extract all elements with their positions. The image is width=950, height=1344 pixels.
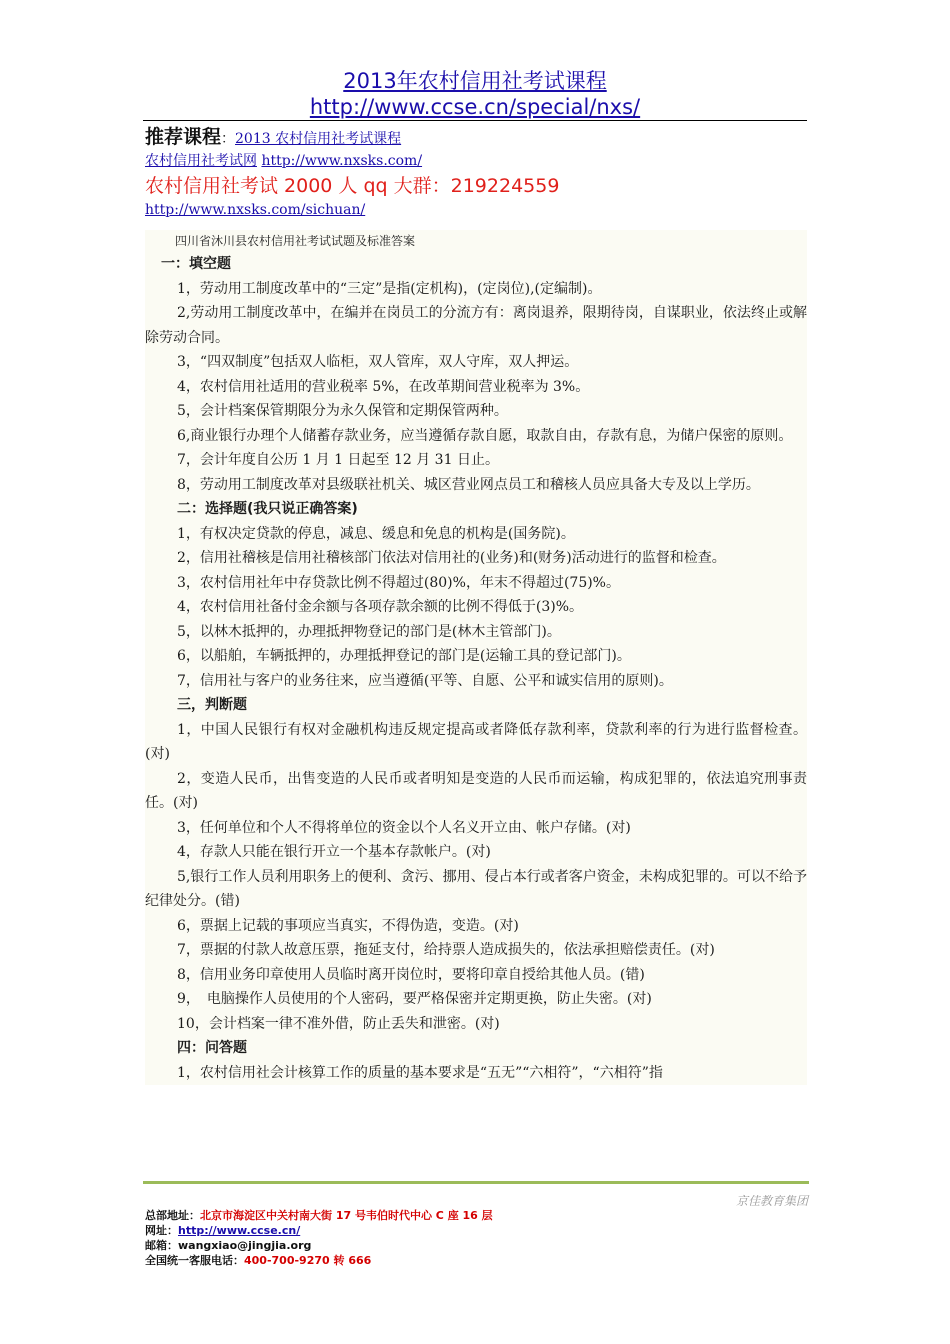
- section-heading-qa: 四：问答题: [177, 1040, 247, 1056]
- footer-divider: [143, 1181, 809, 1184]
- paragraph: 8，劳动用工制度改革对县级联社机关、城区营业网点员工和稽核人员应具备大专及以上学历。: [177, 476, 760, 493]
- paragraph: 5，会计档案保管期限分为永久保管和定期保管两种。: [177, 403, 508, 419]
- header-url-link[interactable]: http://www.ccse.cn/special/nxs/: [309, 95, 641, 119]
- paragraph: 10，会计档案一律不准外借，防止丢失和泄密。(对): [177, 1015, 500, 1032]
- promo-block: [145, 126, 805, 220]
- document-body: [145, 230, 807, 1085]
- paragraph: 5，以林木抵押的，办理抵押物登记的部门是(林木主管部门)。: [177, 623, 561, 640]
- header-divider: [143, 120, 807, 121]
- paragraph: 1，农村信用社会计核算工作的质量的基本要求是“五无”“六相符”，“六相符”指: [177, 1064, 663, 1081]
- footer-phone: 全国统一客服电话：400-700-9270 转 666: [145, 1254, 372, 1267]
- section-heading-judgement: 三，判断题: [177, 697, 247, 713]
- paragraph: 7，会计年度自公历 1 月 1 日起至 12 月 31 日止。: [177, 452, 499, 468]
- sichuan-url-link[interactable]: http://www.nxsks.com/sichuan/: [145, 202, 366, 218]
- footer-email: 邮箱：wangxiao@jingjia.org: [145, 1239, 312, 1252]
- site-name-link[interactable]: 农村信用社考试网: [145, 153, 257, 169]
- footer-website-link[interactable]: http://www.ccse.cn/: [178, 1224, 301, 1237]
- paragraph: 2,劳动用工制度改革中，在编并在岗员工的分流方有：离岗退养，限期待岗，自谋职业，依法终止或解除劳动合同。: [145, 305, 807, 346]
- paragraph: 3，农村信用社年中存贷款比例不得超过(80)%，年末不得超过(75)%。: [177, 574, 620, 591]
- footer-address: 总部地址：北京市海淀区中关村南大街 17 号韦伯时代中心 C 座 16 层: [145, 1209, 493, 1222]
- paragraph: 6，票据上记载的事项应当真实，不得伪造，变造。(对): [177, 917, 519, 934]
- recommend-course-link[interactable]: 2013 农村信用社考试课程: [235, 131, 402, 147]
- doc-subtitle: 四川省沐川县农村信用社考试试题及标准答案: [175, 234, 416, 248]
- page-footer: [145, 1208, 805, 1268]
- section-heading-choice: 二：选择题(我只说正确答案): [177, 501, 358, 517]
- brand-name: 京佳教育集团: [735, 1194, 808, 1208]
- paragraph: 1，中国人民银行有权对金融机构违反规定提高或者降低存款利率，贷款利率的行为进行监督检查。(对): [145, 721, 807, 762]
- paragraph: 3，任何单位和个人不得将单位的资金以个人名义开立由、帐户存储。(对): [177, 819, 631, 836]
- paragraph: 4，存款人只能在银行开立一个基本存款帐户。(对): [177, 844, 491, 860]
- paragraph: 2，信用社稽核是信用社稽核部门依法对信用社的(业务)和(财务)活动进行的监督和检查。: [177, 550, 726, 566]
- footer-website: 网址：http://www.ccse.cn/: [145, 1224, 301, 1237]
- header-title-link[interactable]: 2013年农村信用社考试课程: [343, 69, 607, 93]
- paragraph: 2，变造人民币，出售变造的人民币或者明知是变造的人民币而运输，构成犯罪的，依法追究刑事责任。(对): [145, 770, 807, 811]
- paragraph: 6,商业银行办理个人储蓄存款业务，应当遵循存款自愿，取款自由，存款有息，为储户保密的原则。: [177, 427, 793, 444]
- paragraph: 8，信用业务印章使用人员临时离开岗位时，要将印章自授给其他人员。(错): [177, 966, 645, 983]
- paragraph: 5,银行工作人员利用职务上的便利、贪污、挪用、侵占本行或者客户资金，未构成犯罪的。可以不给予纪律处分。(错): [145, 868, 807, 909]
- paragraph: 1，劳动用工制度改革中的“三定”是指(定机构)，(定岗位),(定编制)。: [177, 280, 602, 297]
- section-heading-fill-in: 一：填空题: [161, 256, 231, 272]
- page-header: [145, 68, 805, 120]
- paragraph: 4，农村信用社备付金余额与各项存款余额的比例不得低于(3)%。: [177, 599, 584, 615]
- paragraph: 3，“四双制度”包括双人临柜，双人管库，双人守库，双人押运。: [177, 354, 579, 370]
- paragraph: 7，票据的付款人故意压票，拖延支付，给持票人造成损失的，依法承担赔偿责任。(对): [177, 942, 715, 958]
- recommend-colon: ：: [221, 131, 236, 147]
- qq-group-text: 农村信用社考试 2000 人 qq 大群：219224559: [145, 175, 560, 197]
- paragraph: 4，农村信用社适用的营业税率 5%，在改革期间营业税率为 3%。: [177, 378, 590, 395]
- paragraph: 7，信用社与客户的业务往来，应当遵循(平等、自愿、公平和诚实信用的原则)。: [177, 672, 673, 689]
- recommend-label: 推荐课程: [145, 126, 222, 148]
- site-url-link[interactable]: http://www.nxsks.com/: [261, 153, 423, 169]
- paragraph: 6，以船舶，车辆抵押的，办理抵押登记的部门是(运输工具的登记部门)。: [177, 648, 631, 664]
- paragraph: 9， 电脑操作人员使用的个人密码，要严格保密并定期更换，防止失密。(对): [177, 991, 652, 1007]
- paragraph: 1，有权决定贷款的停息，减息、缓息和免息的机构是(国务院)。: [177, 525, 575, 542]
